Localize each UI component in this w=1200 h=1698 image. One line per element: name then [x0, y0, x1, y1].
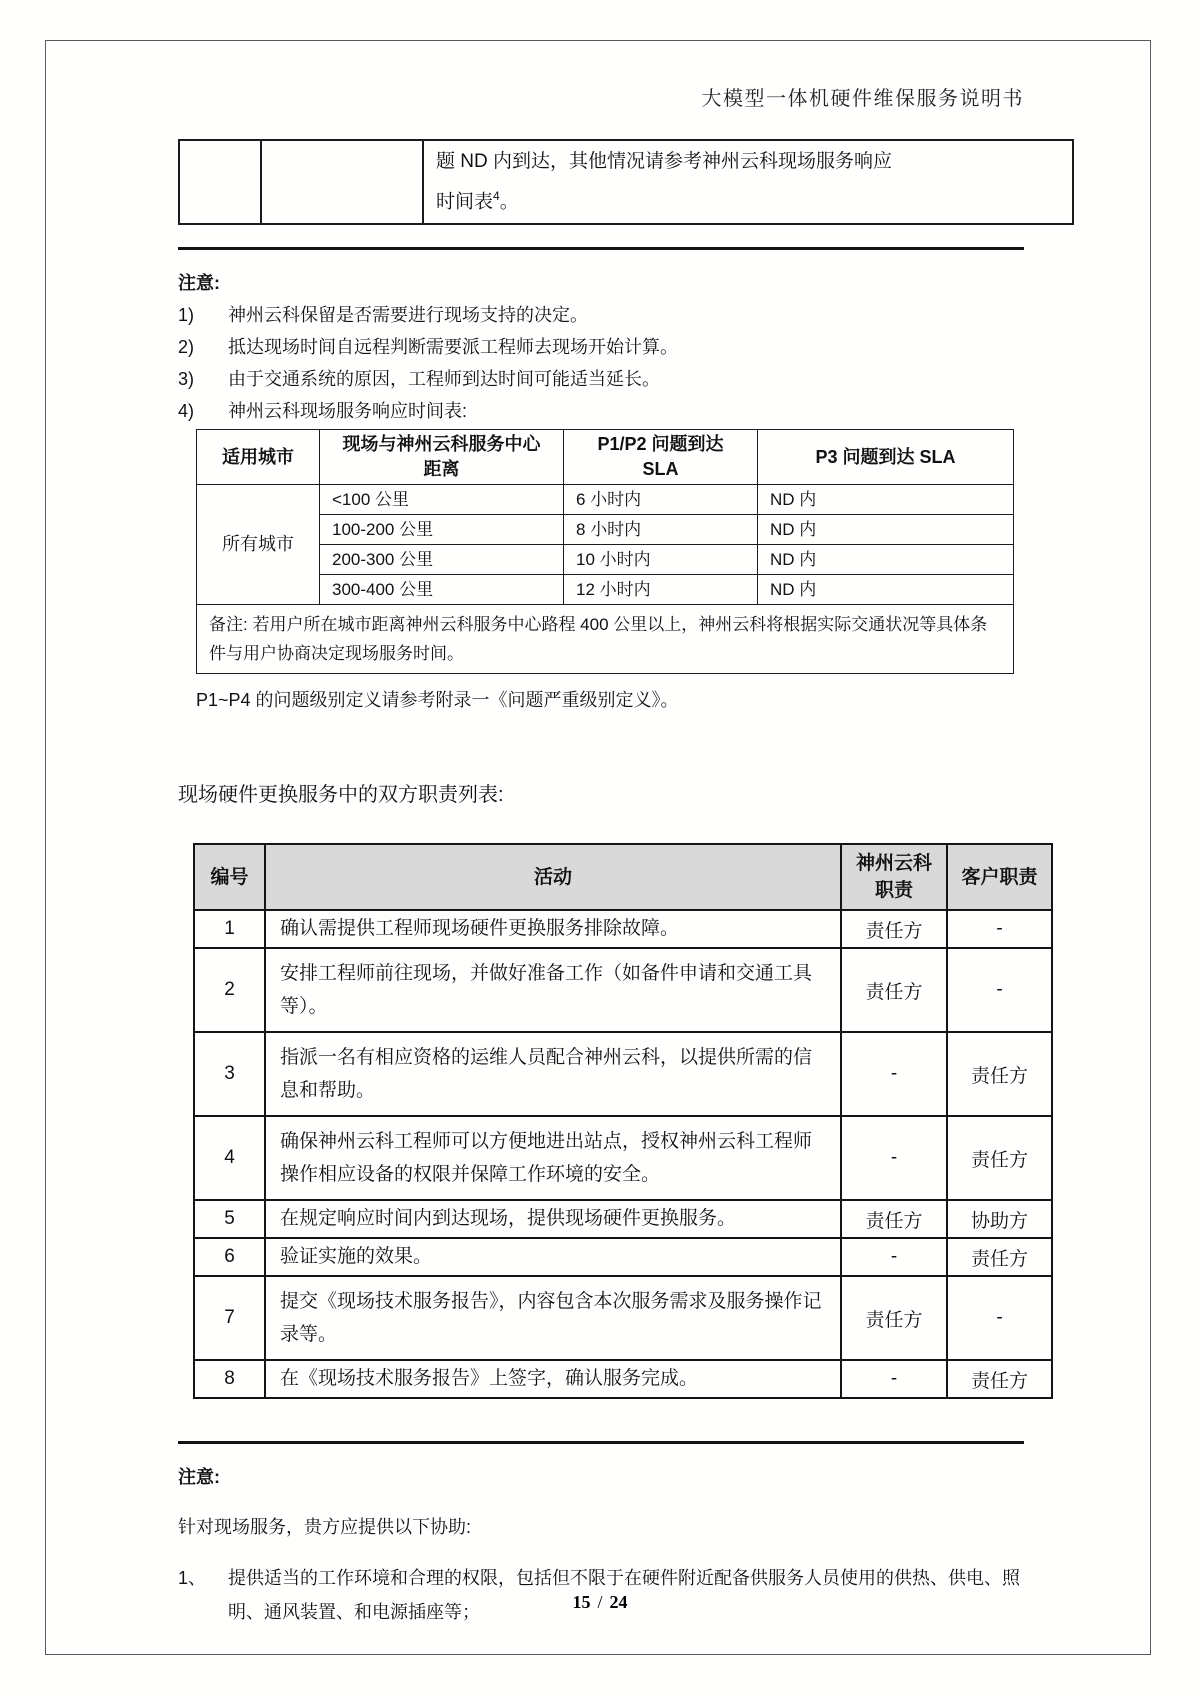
duty-dck-cell: 责任方 [841, 910, 947, 948]
p1p4-definition-note: P1~P4 的问题级别定义请参考附录一《问题严重级别定义》。 [196, 690, 679, 711]
duty-customer-cell: 责任方 [947, 1238, 1052, 1276]
duty-customer-cell: - [947, 948, 1052, 1032]
list-item-number: 1) [178, 305, 195, 326]
duty-row [194, 910, 1052, 948]
page-content [178, 40, 1038, 1629]
list-item [178, 336, 1024, 359]
sla-distance-cell: <100 公里 [320, 485, 564, 515]
duty-dck-cell: - [841, 1032, 947, 1116]
duty-header-activity: 活动 [265, 844, 841, 910]
responsibility-table [193, 843, 1053, 1399]
duty-row [194, 1276, 1052, 1360]
duty-dck-cell: - [841, 1360, 947, 1398]
duty-activity-cell: 提交《现场技术服务报告》，内容包含本次服务需求及服务操作记录等。 [265, 1276, 841, 1360]
duty-activity-cell: 验证实施的效果。 [265, 1238, 841, 1276]
sla-p3-cell: ND 内 [758, 515, 1014, 545]
response-text-line1: 题 ND 内到达，其他情况请参考神州云科现场服务响应 [436, 151, 893, 172]
sla-header-p1p2-line1: P1/P2 问题到达 [597, 434, 724, 455]
sla-p3-cell: ND 内 [758, 575, 1014, 605]
list-item-text: 抵达现场时间自远程判断需要派工程师去现场开始计算。 [228, 337, 678, 358]
duty-activity-cell: 在《现场技术服务报告》上签字，确认服务完成。 [265, 1360, 841, 1398]
section-divider-bottom [178, 1441, 1024, 1444]
duty-activity-cell: 指派一名有相应资格的运维人员配合神州云科，以提供所需的信息和帮助。 [265, 1032, 841, 1116]
duty-header-customer: 客户职责 [947, 844, 1052, 910]
empty-cell-1 [179, 140, 261, 224]
sla-header-row [197, 430, 1014, 485]
sla-header-city: 适用城市 [197, 430, 320, 485]
note-label-1: 注意: [178, 273, 220, 294]
duty-no-cell: 6 [194, 1238, 265, 1276]
duty-row [194, 1116, 1052, 1200]
duty-dck-cell: 责任方 [841, 1200, 947, 1238]
response-text-end: 。 [499, 191, 519, 213]
note-list [178, 304, 1024, 423]
duty-no-cell: 4 [194, 1116, 265, 1200]
duty-header-dck-line2: 职责 [874, 880, 913, 902]
sla-header-distance [320, 430, 564, 485]
duty-header-dck-line1: 神州云科 [855, 853, 932, 875]
list-item [178, 400, 1024, 423]
duty-activity-cell: 安排工程师前往现场，并做好准备工作（如备件申请和交通工具等）。 [265, 948, 841, 1032]
footnote-ref: 4 [493, 189, 500, 203]
duty-header-no: 编号 [194, 844, 265, 910]
sla-response-table [196, 429, 1014, 674]
list-item-number: 3) [178, 369, 195, 390]
sla-remark-row [197, 605, 1014, 674]
duty-dck-cell: - [841, 1238, 947, 1276]
list-item-text: 神州云科保留是否需要进行现场支持的决定。 [228, 305, 588, 326]
note2-intro: 针对现场服务，贵方应提供以下协助: [178, 1517, 471, 1538]
duty-row [194, 1238, 1052, 1276]
section-title: 现场硬件更换服务中的双方职责列表: [178, 784, 504, 807]
list-item-text: 提供适当的工作环境和合理的权限，包括但不限于在硬件附近配备供服务人员使用的供热、供电、照明、通风装置、和电源插座等； [228, 1568, 1020, 1623]
duty-dck-cell: 责任方 [841, 948, 947, 1032]
note-label-2: 注意: [178, 1467, 220, 1488]
duty-customer-cell: 责任方 [947, 1032, 1052, 1116]
duty-row [194, 1032, 1052, 1116]
duty-row [194, 948, 1052, 1032]
duty-customer-cell: - [947, 1276, 1052, 1360]
list-item [178, 304, 1024, 327]
sla-header-p1p2 [564, 430, 758, 485]
duty-no-cell: 5 [194, 1200, 265, 1238]
duty-dck-cell: - [841, 1116, 947, 1200]
section-divider-top [178, 247, 1024, 250]
sla-row [197, 515, 1014, 545]
duty-row [194, 1360, 1052, 1398]
duty-row [194, 1200, 1052, 1238]
sla-distance-cell: 200-300 公里 [320, 545, 564, 575]
page-number-separator: / [597, 1592, 603, 1612]
list-item-text: 由于交通系统的原因，工程师到达时间可能适当延长。 [228, 369, 660, 390]
duty-dck-cell: 责任方 [841, 1276, 947, 1360]
duty-header-row [194, 844, 1052, 910]
sla-city-cell: 所有城市 [197, 485, 320, 605]
page-number: 15 [572, 1592, 591, 1612]
duty-activity-cell: 确保神州云科工程师可以方便地进出站点，授权神州云科工程师操作相应设备的权限并保障工作环境的安全。 [265, 1116, 841, 1200]
page-total: 24 [609, 1592, 628, 1612]
duty-activity-cell: 在规定响应时间内到达现场，提供现场硬件更换服务。 [265, 1200, 841, 1238]
sla-distance-cell: 300-400 公里 [320, 575, 564, 605]
continued-table-fragment [178, 139, 1074, 225]
sla-row [197, 485, 1014, 515]
sla-header-p3: P3 问题到达 SLA [758, 430, 1014, 485]
response-text-line2: 时间表 [436, 191, 494, 213]
response-text-cell [423, 140, 1073, 224]
duty-customer-cell: 责任方 [947, 1360, 1052, 1398]
duty-header-dck [841, 844, 947, 910]
doc-header-title: 大模型一体机硬件维保服务说明书 [701, 88, 1024, 110]
list-item [178, 368, 1024, 391]
list-item-number: 2) [178, 337, 195, 358]
list-item-text: 神州云科现场服务响应时间表: [228, 401, 467, 422]
sla-p1p2-cell: 8 小时内 [564, 515, 758, 545]
duty-customer-cell: - [947, 910, 1052, 948]
sla-distance-cell: 100-200 公里 [320, 515, 564, 545]
sla-p1p2-cell: 10 小时内 [564, 545, 758, 575]
sla-header-p1p2-line2: SLA [642, 459, 679, 480]
duty-no-cell: 3 [194, 1032, 265, 1116]
duty-no-cell: 8 [194, 1360, 265, 1398]
sla-row [197, 545, 1014, 575]
sla-p1p2-cell: 6 小时内 [564, 485, 758, 515]
duty-activity-cell: 确认需提供工程师现场硬件更换服务排除故障。 [265, 910, 841, 948]
sla-header-distance-line1: 现场与神州云科服务中心 [342, 434, 541, 455]
duty-customer-cell: 责任方 [947, 1116, 1052, 1200]
sla-p3-cell: ND 内 [758, 485, 1014, 515]
duty-no-cell: 2 [194, 948, 265, 1032]
duty-no-cell: 1 [194, 910, 265, 948]
duty-customer-cell: 协助方 [947, 1200, 1052, 1238]
table-row [179, 140, 1073, 224]
duty-no-cell: 7 [194, 1276, 265, 1360]
empty-cell-2 [261, 140, 423, 224]
list-item-number: 1、 [178, 1568, 207, 1589]
sla-p1p2-cell: 12 小时内 [564, 575, 758, 605]
sla-header-distance-line2: 距离 [423, 459, 460, 480]
sla-row [197, 575, 1014, 605]
list-item-number: 4) [178, 401, 195, 422]
sla-p3-cell: ND 内 [758, 545, 1014, 575]
sla-remark-cell: 备注: 若用户所在城市距离神州云科服务中心路程 400 公里以上，神州云科将根据实际交通状况等具体条件与用户协商决定现场服务时间。 [197, 605, 1014, 674]
page-footer [0, 1592, 1200, 1613]
